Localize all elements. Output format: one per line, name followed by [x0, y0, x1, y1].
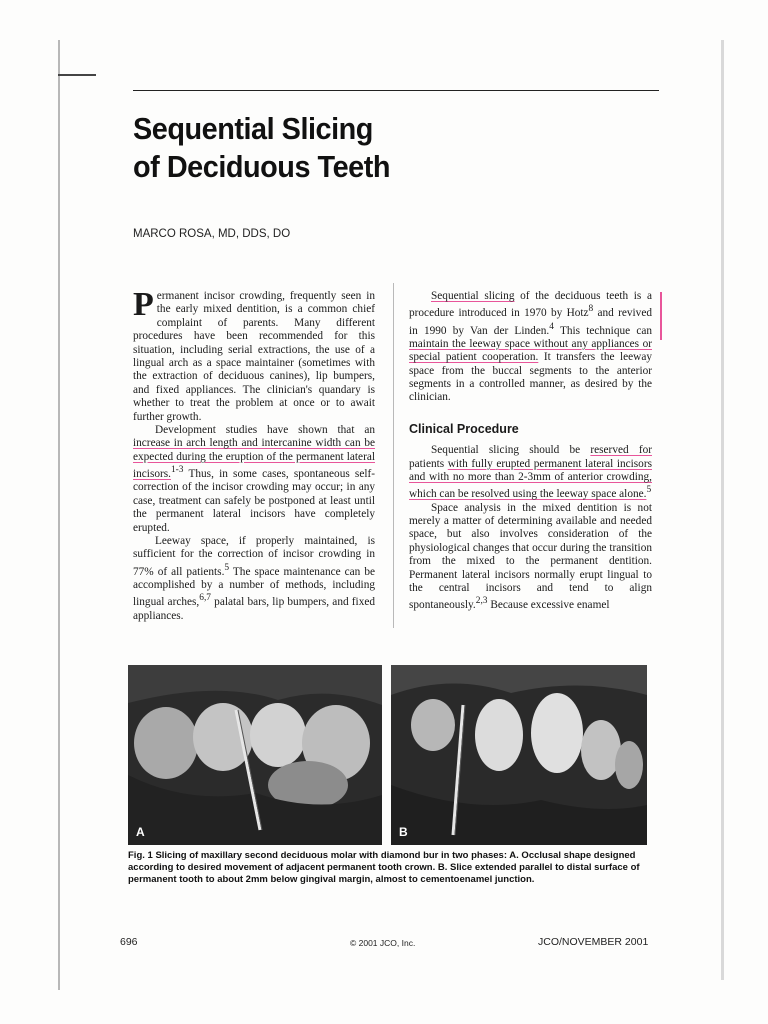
- header-rule: [133, 90, 659, 91]
- journal-issue: JCO/NOVEMBER 2001: [538, 936, 649, 948]
- paragraph-text: Space analysis in the mixed dentition is not merely a matter of determining available and needed space, but also involves consideration of the physiological changes that occur during the transition from the mixed to the permanent dentition. Permanent lateral incisors normally erupt lingual to the central incisors and tend to align spontaneously.: [409, 501, 652, 612]
- highlighted-text: maintain the leeway space without any appliances or special patient cooperation.: [409, 337, 652, 364]
- paragraph: [133, 535, 375, 623]
- paragraph-text: Sequential slicing should be: [431, 444, 591, 457]
- reference-superscript: 4: [549, 321, 554, 332]
- reference-superscript: 2,3: [475, 596, 488, 607]
- paragraph-text: Thus, in some cases, spontaneous self-correction of the incisor crowding may occur; in any case, treatment can safely be postponed at least until the permanent lateral incisors have completely erupted.: [133, 468, 375, 534]
- highlighted-text: with fully erupted permanent lateral incisors and with no more than 2-3mm of anterior crowding, which can be resolved using the leeway space alone.: [409, 457, 652, 501]
- paragraph-text: It transfers the leeway space from the buccal segments to the anterior segments in a controlled manner, as desired by the clinician.: [409, 351, 652, 404]
- reference-superscript: 1-3: [170, 465, 184, 476]
- highlighted-text: Sequential slicing: [431, 290, 515, 302]
- reference-superscript: 8: [588, 304, 594, 315]
- paragraph: [409, 290, 652, 405]
- paragraph: [133, 286, 375, 424]
- paragraph: [409, 444, 652, 501]
- paragraph: [409, 502, 652, 613]
- column-divider: [393, 283, 394, 628]
- teeth-photo-illustration: [391, 665, 647, 845]
- pink-margin-mark: [660, 292, 662, 340]
- figure-panel-label: A: [136, 825, 145, 839]
- paragraph-text: The space maintenance can be accomplished by a number of methods, including lingual arches,: [133, 565, 375, 609]
- figure-panel-label: B: [399, 825, 408, 839]
- paragraph-text: ermanent incisor crowding, frequently seen in the early mixed dentition, is a common chief complaint of parents. Many different procedures have been recommended for this situation, including serial extractions, the use of a lingual arch as a space maintainer (sometimes with the extraction of deciduous canines), lip bumpers, and fixed appliances. The clinician's quandary is whether to treat the problem at once or to await further growth.: [133, 290, 375, 423]
- scan-page-edge: [721, 40, 724, 980]
- figure-photo-b: [391, 665, 647, 845]
- article-title: [133, 110, 390, 186]
- title-line: Sequential Slicing: [133, 111, 373, 146]
- scan-binding-mark: [58, 74, 96, 76]
- paragraph-text: and revived in 1990 by Van der Linden.: [409, 307, 652, 337]
- section-heading: Clinical Procedure: [409, 421, 519, 436]
- drop-cap: P: [133, 286, 154, 323]
- reference-superscript: 5: [646, 485, 652, 496]
- figure-photo-a: [128, 665, 382, 845]
- highlighted-text: reserved for: [590, 444, 652, 457]
- reference-superscript: 6,7: [199, 593, 211, 604]
- page-number: 696: [120, 936, 138, 948]
- copyright-notice: © 2001 JCO, Inc.: [350, 938, 416, 948]
- paragraph: [133, 424, 375, 535]
- paragraph-text: Leeway space, if properly maintained, is sufficient for the correction of incisor crowding in 77% of all patients.: [133, 535, 375, 578]
- paragraph-text: This technique can: [553, 324, 652, 337]
- title-line: of Deciduous Teeth: [133, 149, 390, 184]
- paragraph-text: palatal bars, lip bumpers, and fixed appliances.: [133, 596, 376, 622]
- figure-caption: Fig. 1 Slicing of maxillary second deciduous molar with diamond bur in two phases: A. Occlusal shape designed according to desired movement of adjacent permanent tooth crown. B. Slice extended parallel to distal surface of permanent tooth to about 2mm below gingival margin, almost to cementoenamel junction.: [128, 850, 640, 885]
- left-column: [133, 286, 376, 623]
- paragraph-text: of the deciduous teeth is a procedure introduced in 1970 by Hotz: [409, 290, 652, 320]
- right-column: [409, 290, 652, 613]
- author-byline: MARCO ROSA, MD, DDS, DO: [133, 228, 291, 240]
- paragraph-text: patients: [409, 457, 448, 470]
- reference-superscript: 5: [224, 562, 230, 573]
- paragraph-text: Development studies have shown that an: [155, 424, 375, 437]
- teeth-photo-illustration: [128, 665, 382, 845]
- highlighted-text: increase in arch length and intercanine width can be expected during the eruption of the permanent lateral incisors.: [133, 437, 375, 481]
- paragraph-text: Because excessive enamel: [487, 599, 610, 612]
- scan-page-edge: [58, 40, 60, 990]
